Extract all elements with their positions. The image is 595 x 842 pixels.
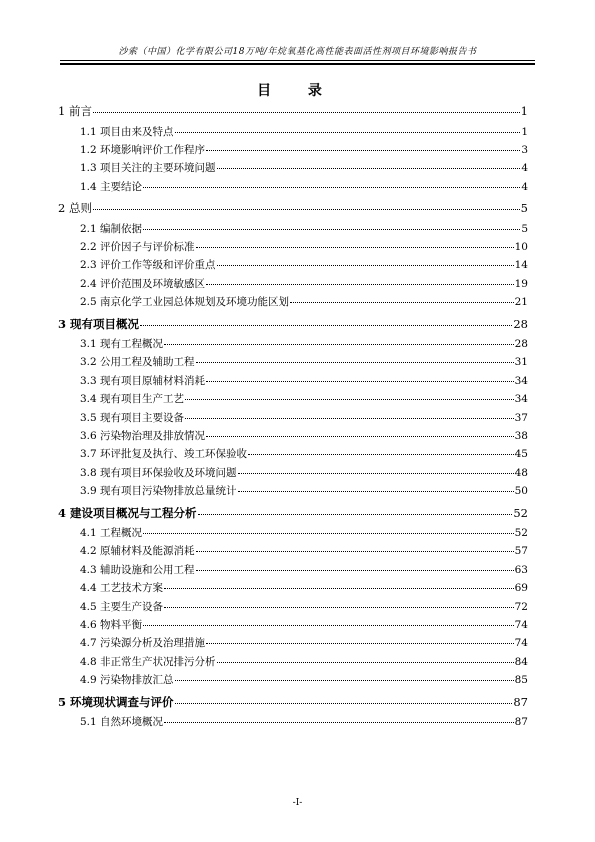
toc-entry-page: 72 (514, 600, 528, 613)
toc-entry-page: 52 (513, 505, 528, 520)
toc-entry-page: 14 (514, 259, 528, 272)
toc-entry-label: 1.1 项目由来及特点 (80, 125, 174, 138)
toc-entry-label: 1.4 主要结论 (80, 180, 143, 193)
toc-entry-label: 1 前言 (58, 104, 92, 118)
dot-leader (206, 424, 514, 437)
dot-leader (206, 631, 514, 644)
dot-leader (198, 502, 513, 515)
toc-entry-label: 1.3 项目关注的主要环境问题 (80, 162, 216, 175)
dot-leader (206, 272, 514, 285)
toc-entry-page: 52 (514, 527, 528, 540)
dot-leader (217, 156, 521, 169)
toc-section-entry[interactable] (58, 712, 528, 730)
toc-entry-page: 3 (521, 143, 528, 156)
dot-leader (164, 595, 514, 608)
toc-entry-page: 37 (514, 411, 528, 424)
toc-entry-label: 4.6 物料平衡 (80, 618, 143, 631)
toc-entry-page: 10 (514, 240, 528, 253)
dot-leader (238, 461, 514, 474)
toc-entry-page: 5 (520, 201, 528, 216)
toc-entry-page: 74 (514, 618, 528, 631)
toc-entry-page: 87 (514, 716, 528, 729)
toc-entry-page: 50 (514, 485, 528, 498)
toc-entry-page: 28 (513, 316, 528, 331)
toc-entry-page: 34 (514, 393, 528, 406)
dot-leader (238, 479, 514, 492)
toc-chapter-entry[interactable] (58, 503, 528, 524)
toc-entry-label: 2.5 南京化学工业园总体规划及环境功能区划 (80, 296, 290, 309)
dot-leader (93, 100, 520, 113)
dot-leader (175, 668, 514, 681)
toc-chapter-entry[interactable] (58, 198, 528, 219)
toc-section-entry[interactable] (58, 481, 528, 499)
dot-leader (164, 576, 514, 589)
toc-entry-page: 5 (521, 222, 528, 235)
dot-leader (290, 290, 514, 303)
dot-leader (175, 691, 513, 704)
toc-entry-label: 2.4 评价范围及环境敏感区 (80, 277, 206, 290)
toc-entry-label: 4.4 工艺技术方案 (80, 582, 164, 595)
toc-entry-page: 21 (514, 296, 528, 309)
toc-entry-page: 19 (514, 277, 528, 290)
toc-chapter-entry[interactable] (58, 314, 528, 335)
toc-chapter-entry[interactable] (58, 101, 528, 122)
dot-leader (143, 613, 514, 626)
toc-entry-label: 4.5 主要生产设备 (80, 600, 164, 613)
dot-leader (196, 558, 514, 571)
toc-entry-label: 3.2 公用工程及辅助工程 (80, 356, 195, 369)
toc-entry-label: 5 环境现状调查与评价 (58, 694, 174, 709)
toc-section-entry[interactable] (58, 292, 528, 310)
toc-entry-label: 3.4 现有项目生产工艺 (80, 393, 185, 406)
toc-entry-label: 4.3 辅助设施和公用工程 (80, 563, 195, 576)
header-rule (60, 60, 535, 61)
toc-entry-label: 3.9 现有项目污染物排放总量统计 (80, 485, 237, 498)
toc-entry-label: 3.5 现有项目主要设备 (80, 411, 185, 424)
toc-entry-page: 69 (514, 582, 528, 595)
page-number: -I- (292, 798, 303, 808)
toc-entry-label: 3.3 现有项目原辅材料消耗 (80, 374, 206, 387)
toc-entry-label: 4.9 污染物排放汇总 (80, 674, 174, 687)
dot-leader (143, 217, 520, 230)
dot-leader (196, 350, 514, 363)
toc-entry-label: 2.3 评价工作等级和评价重点 (80, 259, 216, 272)
dot-leader (140, 313, 512, 326)
dot-leader (248, 442, 514, 455)
toc-entry-label: 1.2 环境影响评价工作程序 (80, 143, 206, 156)
dot-leader (93, 197, 520, 210)
header-rule-thick (60, 63, 535, 65)
dot-leader (206, 369, 514, 382)
toc-entry-page: 63 (514, 563, 528, 576)
dot-leader (175, 120, 521, 133)
toc-section-entry[interactable] (58, 670, 528, 688)
toc-entry-page: 87 (513, 694, 528, 709)
toc-entry-label: 2.1 编制依据 (80, 222, 143, 235)
dot-leader (196, 539, 514, 552)
toc-entry-label: 4.8 非正常生产状况排污分析 (80, 655, 216, 668)
dot-leader (143, 521, 514, 534)
toc-entry-label: 3.7 环评批复及执行、竣工环保验收 (80, 448, 248, 461)
dot-leader (196, 235, 514, 248)
running-header: 沙索（中国）化学有限公司18万吨/年烷氧基化高性能表面活性剂项目环境影响报告书 (118, 47, 477, 57)
toc-entry-label: 3.1 现有工程概况 (80, 338, 164, 351)
dot-leader (185, 406, 514, 419)
dot-leader (217, 650, 514, 663)
toc-entry-label: 3.6 污染物治理及排放情况 (80, 429, 206, 442)
dot-leader (164, 332, 514, 345)
table-of-contents (58, 98, 528, 730)
toc-chapter-entry[interactable] (58, 692, 528, 713)
toc-entry-page: 38 (514, 429, 528, 442)
dot-leader (164, 710, 514, 723)
toc-entry-label: 4.2 原辅材料及能源消耗 (80, 545, 195, 558)
toc-section-entry[interactable] (58, 177, 528, 195)
toc-entry-label: 2.2 评价因子与评价标准 (80, 240, 195, 253)
toc-entry-label: 3 现有项目概况 (58, 316, 140, 331)
toc-entry-page: 84 (514, 655, 528, 668)
toc-title: 目 录 (257, 83, 338, 99)
toc-entry-page: 1 (521, 125, 528, 138)
toc-entry-label: 4 建设项目概况与工程分析 (58, 505, 197, 520)
toc-entry-page: 34 (514, 374, 528, 387)
toc-entry-page: 1 (520, 104, 528, 118)
toc-entry-page: 31 (514, 356, 528, 369)
toc-entry-page: 4 (521, 180, 528, 193)
dot-leader (185, 387, 514, 400)
toc-entry-page: 74 (514, 637, 528, 650)
toc-entry-label: 4.1 工程概况 (80, 527, 143, 540)
toc-entry-page: 4 (521, 162, 528, 175)
toc-entry-label: 5.1 自然环境概况 (80, 716, 164, 729)
toc-entry-label: 3.8 现有项目环保验收及环境问题 (80, 466, 237, 479)
toc-entry-label: 2 总则 (58, 201, 92, 216)
toc-entry-page: 45 (514, 448, 528, 461)
toc-entry-label: 4.7 污染源分析及治理措施 (80, 637, 206, 650)
toc-entry-page: 28 (514, 338, 528, 351)
dot-leader (143, 175, 520, 188)
dot-leader (217, 253, 514, 266)
toc-entry-page: 48 (514, 466, 528, 479)
toc-entry-page: 57 (514, 545, 528, 558)
dot-leader (206, 138, 520, 151)
toc-entry-page: 85 (514, 674, 528, 687)
